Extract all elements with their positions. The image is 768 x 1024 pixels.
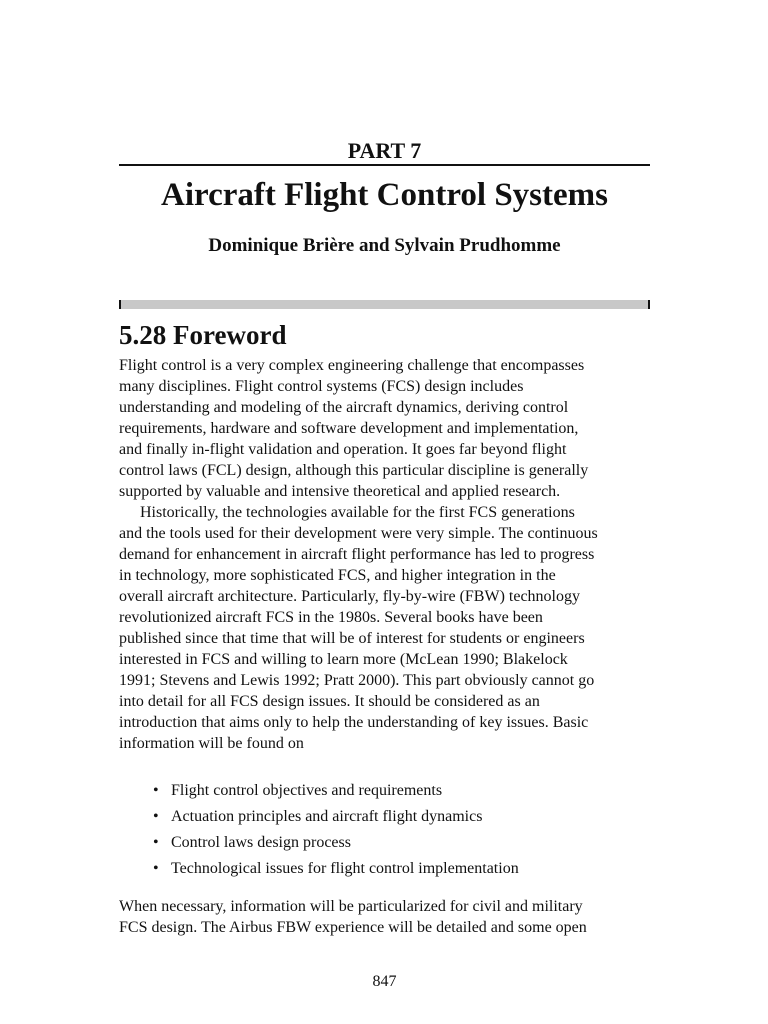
paragraph-line: many disciplines. Flight control systems (FCS) design includes	[119, 378, 524, 395]
list-item	[153, 778, 519, 804]
paragraph-line: in technology, more sophisticated FCS, and higher integration in the	[119, 567, 556, 584]
paragraph-line: requirements, hardware and software development and implementation,	[119, 420, 579, 437]
list-item-text: Flight control objectives and requirements	[171, 782, 443, 799]
bullet-marker: •	[153, 860, 159, 877]
paragraph-line: information will be found on	[119, 735, 304, 752]
paragraph-line: published since that time that will be of interest for students or engineers	[119, 630, 585, 647]
paragraph-line: Flight control is a very complex engineering challenge that encompasses	[119, 357, 585, 374]
bullet-marker: •	[153, 782, 159, 799]
paragraph-line: introduction that aims only to help the understanding of key issues. Basic	[119, 714, 589, 731]
section-divider-bar	[119, 300, 650, 309]
paragraph-intro	[119, 355, 650, 502]
page-number: 847	[372, 973, 397, 990]
paragraph-line: FCS design. The Airbus FBW experience will be detailed and some open	[119, 919, 587, 936]
paragraph-history	[119, 502, 650, 754]
paragraph-line: When necessary, information will be particularized for civil and military	[119, 898, 583, 915]
paragraph-line: and finally in-flight validation and operation. It goes far beyond flight	[119, 441, 567, 458]
list-item-text: Technological issues for flight control implementation	[171, 860, 519, 877]
chapter-title: Aircraft Flight Control Systems	[161, 177, 608, 213]
list-item	[153, 830, 519, 856]
bullet-list	[153, 778, 519, 882]
chapter-authors: Dominique Brière and Sylvain Prudhomme	[208, 235, 561, 256]
paragraph-line: supported by valuable and intensive theoretical and applied research.	[119, 483, 561, 500]
paragraph-line: interested in FCS and willing to learn more (McLean 1990; Blakelock	[119, 651, 568, 668]
list-item-text: Actuation principles and aircraft flight dynamics	[171, 808, 483, 825]
paragraph-line: revolutionized aircraft FCS in the 1980s. Several books have been	[119, 609, 543, 626]
paragraph-line: control laws (FCL) design, although this particular discipline is generally	[119, 462, 589, 479]
book-page	[119, 0, 650, 1024]
paragraph-line: 1991; Stevens and Lewis 1992; Pratt 2000). This part obviously cannot go	[119, 672, 595, 689]
bullet-marker: •	[153, 808, 159, 825]
paragraph-closing	[119, 896, 650, 938]
list-item	[153, 856, 519, 882]
section-heading: 5.28 Foreword	[119, 320, 287, 350]
bullet-marker: •	[153, 834, 159, 851]
paragraph-line: Historically, the technologies available for the first FCS generations	[140, 504, 575, 521]
paragraph-line: demand for enhancement in aircraft flight performance has led to progress	[119, 546, 595, 563]
part-divider-rule	[119, 164, 650, 166]
list-item	[153, 804, 519, 830]
paragraph-line: understanding and modeling of the aircraft dynamics, deriving control	[119, 399, 569, 416]
paragraph-line: and the tools used for their development were very simple. The continuous	[119, 525, 598, 542]
paragraph-line: into detail for all FCS design issues. It should be considered as an	[119, 693, 540, 710]
part-label: PART 7	[347, 138, 422, 163]
paragraph-line: overall aircraft architecture. Particularly, fly-by-wire (FBW) technology	[119, 588, 580, 605]
list-item-text: Control laws design process	[171, 834, 351, 851]
